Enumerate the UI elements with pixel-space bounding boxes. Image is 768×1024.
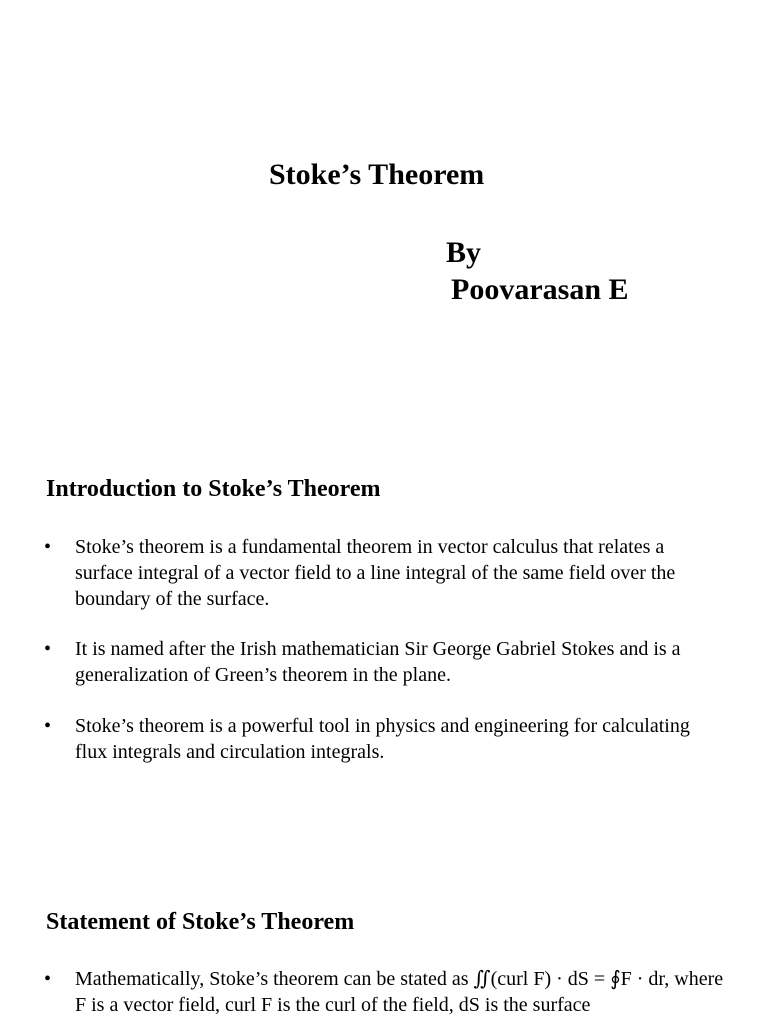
bullet-icon: • [44,638,52,660]
byline-label: By [446,236,482,269]
bullet-text: Stoke’s theorem is a powerful tool in physics and engineering for calculating flux integrals and circulation integrals. [75,715,690,763]
document-title: Stoke’s Theorem [269,158,485,191]
bullet-icon: • [44,968,52,990]
bullet-text: Stoke’s theorem is a fundamental theorem in vector calculus that relates a surface integral of a vector field to a line integral of the same field over the boundary of the surface. [75,536,676,610]
bullet-text: Mathematically, Stoke’s theorem can be stated as ∬(curl F) · dS = ∮F · dr, where F is a vector field, curl F is the curl of the field, dS is the surface [75,968,724,1016]
section-heading-statement: Statement of Stoke’s Theorem [46,909,355,935]
author-name: Poovarasan E [451,273,629,306]
bullet-icon: • [44,536,52,558]
bullet-text: It is named after the Irish mathematician Sir George Gabriel Stokes and is a generalization of Green’s theorem in the plane. [75,638,681,686]
section-heading-introduction: Introduction to Stoke’s Theorem [46,476,381,502]
bullet-icon: • [44,715,52,737]
